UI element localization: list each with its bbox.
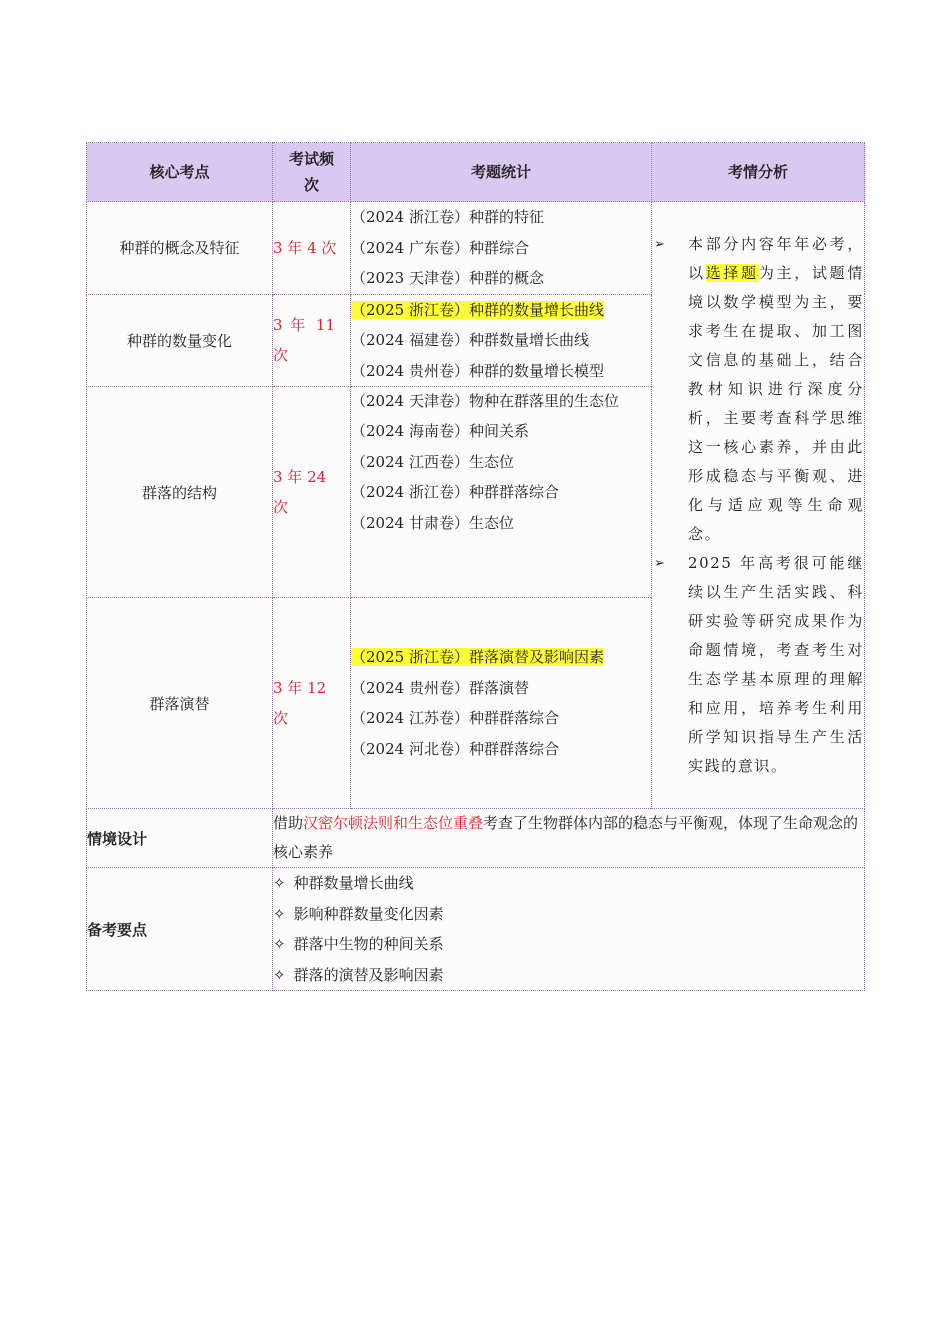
stat-item: （2024 河北卷）种群群落综合 bbox=[351, 739, 559, 758]
stat-item: （2024 海南卷）种间关系 bbox=[351, 422, 529, 440]
analysis-cell bbox=[652, 202, 865, 809]
prep-points bbox=[273, 868, 865, 991]
stat-item: （2025 浙江卷）种群的数量增长曲线 bbox=[351, 300, 604, 319]
stat-item: （2024 天津卷）物种在群落里的生态位 bbox=[351, 392, 619, 410]
context-row bbox=[87, 809, 865, 868]
stat-item: （2023 天津卷）种群的概念 bbox=[351, 269, 544, 287]
context-label: 情境设计 bbox=[87, 809, 273, 868]
stat-item: （2024 广东卷）种群综合 bbox=[351, 238, 529, 257]
freq-cell: 3 年 24 次 bbox=[273, 387, 351, 598]
prep-point: ✧ 群落中生物的种间关系 bbox=[273, 935, 444, 953]
stats-cell bbox=[351, 598, 652, 809]
stat-item: （2024 浙江卷）种群的特征 bbox=[351, 208, 544, 226]
stats-cell bbox=[351, 387, 652, 598]
stat-item: （2024 江苏卷）种群群落综合 bbox=[351, 709, 559, 727]
diamond-bullet-icon: ✧ bbox=[273, 965, 286, 984]
stats-cell bbox=[351, 202, 652, 295]
topic-cell: 群落演替 bbox=[87, 598, 273, 809]
prep-label: 备考要点 bbox=[87, 868, 273, 991]
table-row bbox=[87, 202, 865, 295]
exam-analysis-table bbox=[86, 142, 865, 991]
header-stats: 考题统计 bbox=[351, 143, 652, 202]
prep-point: ✧ 种群数量增长曲线 bbox=[273, 874, 414, 892]
diamond-bullet-icon: ✧ bbox=[273, 904, 286, 923]
header-topic: 核心考点 bbox=[87, 143, 273, 202]
analysis-text-2: 2025 年高考很可能继续以生产生活实践、科研实验等研究成果作为命题情境，考查考生对生态学基本原理的理解和应用，培养考生利用所学知识指导生产生活实践的意识。 bbox=[688, 553, 864, 775]
prep-point: ✧ 影响种群数量变化因素 bbox=[273, 904, 444, 923]
analysis-text-1: 本部分内容年年必考，以选择题为主，试题情境以数学模型为主，要求考生在提取、加工图文信息的基础上，结合教材知识进行深度分析，主要考查科学思维这一核心素养，并由此形成稳态与平衡观、进化与适应观等生命观念。 bbox=[688, 234, 864, 543]
stat-item: （2024 贵州卷）群落演替 bbox=[351, 678, 529, 697]
header-analysis: 考情分析 bbox=[652, 143, 865, 202]
diamond-bullet-icon: ✧ bbox=[273, 874, 286, 892]
analysis-bullet bbox=[652, 549, 864, 781]
stat-item: （2024 贵州卷）种群的数量增长模型 bbox=[351, 361, 604, 380]
analysis-bullet bbox=[652, 230, 864, 549]
freq-cell: 3 年 4 次 bbox=[273, 202, 351, 295]
context-text: 借助汉密尔顿法则和生态位重叠考查了生物群体内部的稳态与平衡观，体现了生命观念的核心素养 bbox=[273, 809, 865, 868]
stat-item: （2024 浙江卷）种群群落综合 bbox=[351, 483, 559, 501]
freq-cell: 3 年 12 次 bbox=[273, 598, 351, 809]
stat-item: （2024 江西卷）生态位 bbox=[351, 452, 514, 471]
arrow-bullet-icon: ➢ bbox=[654, 236, 665, 252]
arrow-bullet-icon: ➢ bbox=[654, 555, 665, 571]
stat-item: （2025 浙江卷）群落演替及影响因素 bbox=[351, 648, 604, 666]
prep-row bbox=[87, 868, 865, 991]
topic-cell: 种群的数量变化 bbox=[87, 294, 273, 387]
freq-cell: 3 年 11 次 bbox=[273, 294, 351, 387]
stats-cell bbox=[351, 294, 652, 387]
stat-item: （2024 福建卷）种群数量增长曲线 bbox=[351, 331, 589, 349]
header-row bbox=[87, 143, 865, 202]
topic-cell: 种群的概念及特征 bbox=[87, 202, 273, 295]
topic-cell: 群落的结构 bbox=[87, 387, 273, 598]
prep-point: ✧ 群落的演替及影响因素 bbox=[273, 965, 444, 984]
stat-item: （2024 甘肃卷）生态位 bbox=[351, 513, 514, 532]
header-freq: 考试频次 bbox=[273, 143, 351, 202]
diamond-bullet-icon: ✧ bbox=[273, 935, 286, 953]
